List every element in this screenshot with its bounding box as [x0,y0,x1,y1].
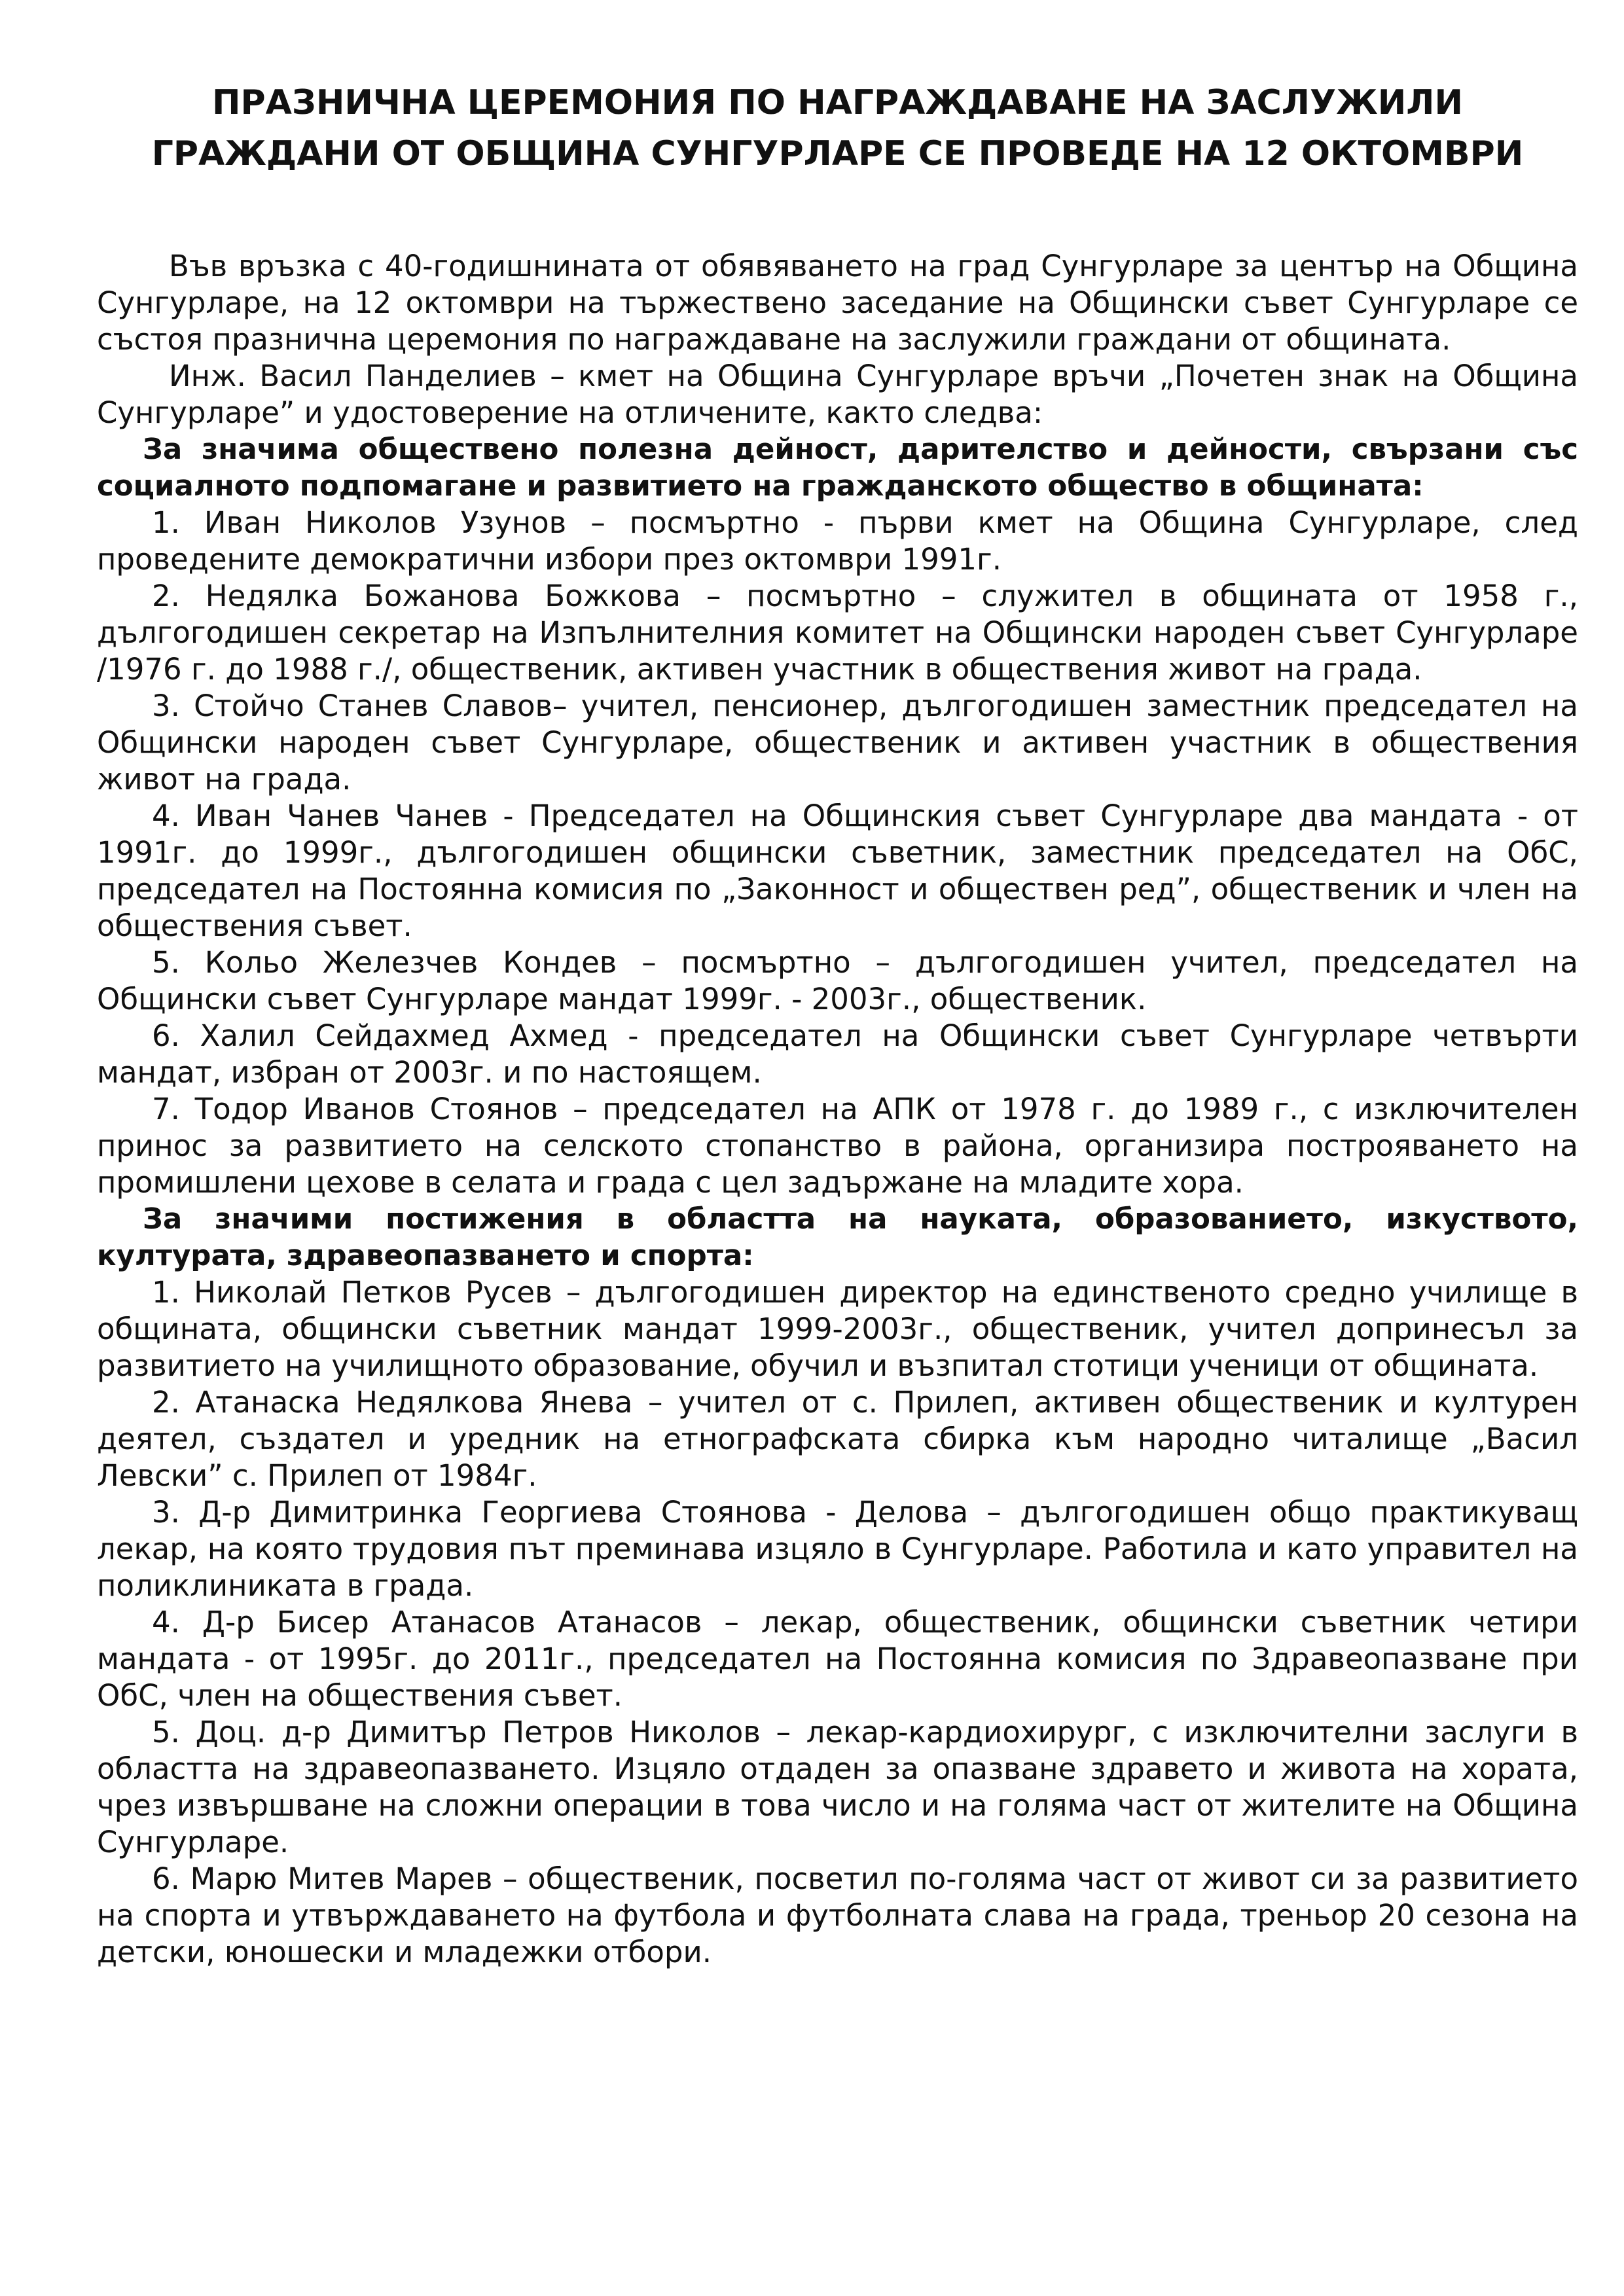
award-item: 7. Тодор Иванов Стоянов – председател на АПК от 1978 г. до 1989 г., с изключителен принос за развитието на селското стопанство в района, организира построяването на промишлени цехове в селата и града с цел задържане на младите хора. [97,1092,1578,1200]
award-item: 6. Халил Сейдахмед Ахмед - председател на Общински съвет Сунгурларе четвърти мандат, избран от 2003г. и по настоящем. [97,1018,1578,1090]
award-item: 5. Доц. д-р Димитър Петров Николов – лекар-кардиохирург, с изключителни заслуги в областта на здравеопазването. Изцяло отдаден за опазване здравето и живота на хората, чрез извършване на сложни операции в това число и на голяма част от жителите на Община Сунгурларе. [97,1715,1578,1859]
award-item: 4. Иван Чанев Чанев - Председател на Общинския съвет Сунгурларе два мандата - от 1991г. до 1999г., дългогодишен общински съветник, заместник председател на ОбС, председател на Постоянна комисия по „Законност и обществен ред”, общественик и член на обществения съвет. [97,798,1578,943]
title-line-2: ГРАЖДАНИ ОТ ОБЩИНА СУНГУРЛАРЕ СЕ ПРОВЕДЕ НА 12 ОКТОМВРИ [151,134,1524,173]
award-item: 2. Недялка Божанова Божкова – посмъртно – служител в общината от 1958 г., дългогодишен секретар на Изпълнителния комитет на Общински народен съвет Сунгурларе /1976 г. до 1988 г./, общественик, активен участник в обществения живот на града. [97,579,1578,687]
document-title [97,77,1578,179]
award-item: 1. Иван Николов Узунов – посмъртно - първи кмет на Община Сунгурларе, след проведените демократични избори през октомври 1991г. [97,505,1578,577]
award-item: 4. Д-р Бисер Атанасов Атанасов – лекар, общественик, общински съветник четири мандата - от 1995г. до 2011г., председател на Постоянна комисия по Здравеопазване при ОбС, член на обществения съвет. [97,1605,1578,1713]
award-item: 3. Д-р Димитринка Георгиева Стоянова - Делова – дългогодишен общо практикуващ лекар, на която трудовия път преминава изцяло в Сунгурларе. Работила и като управител на поликлиниката в града. [97,1495,1578,1603]
intro-paragraph: Във връзка с 40-годишнината от обявяването на град Сунгурларе за център на Община Сунгурларе, на 12 октомври на тържествено заседание на Общински съвет Сунгурларе се състоя празнична церемония по награждаване на заслужили граждани от общината. [97,249,1578,357]
section-heading: За значима обществено полезна дейност, дарителство и дейности, свързани със социалното подпомагане и развитието на гражданското общество в общината: [97,433,1578,503]
intro-paragraph: Инж. Васил Панделиев – кмет на Община Сунгурларе връчи „Почетен знак на Община Сунгурларе” и удостоверение на отличените, както следва: [97,359,1578,430]
award-item: 5. Кольо Железчев Кондев – посмъртно – дългогодишен учител, председател на Общински съвет Сунгурларе мандат 1999г. - 2003г., общественик. [97,945,1578,1016]
award-item: 1. Николай Петков Русев – дългогодишен директор на единственото средно училище в общината, общински съветник мандат 1999-2003г., общественик, учител допринесъл за развитието на училищното образование, обучил и възпитал стотици ученици от общината. [97,1275,1578,1383]
award-item: 2. Атанаска Недялкова Янева – учител от с. Прилеп, активен общественик и културен деятел, създател и уредник на етнографската сбирка към народно читалище „Васил Левски” с. Прилеп от 1984г. [97,1385,1578,1493]
title-line-1: ПРАЗНИЧНА ЦЕРЕМОНИЯ ПО НАГРАЖДАВАНЕ НА ЗАСЛУЖИЛИ [212,83,1463,122]
document-body [97,248,1578,1971]
section-heading: За значими постижения в областта на науката, образованието, изкуството, културата, здравеопазването и спорта: [97,1203,1578,1272]
award-item: 3. Стойчо Станев Славов– учител, пенсионер, дългогодишен заместник председател на Общински народен съвет Сунгурларе, общественик и активен участник в обществения живот на града. [97,689,1578,797]
award-item: 6. Марю Митев Марев – общественик, посветил по-голяма част от живот си за развитието на спорта и утвърждаването на футбола и футболната слава на града, треньор 20 сезона на детски, юношески и младежки отбори. [97,1861,1578,1969]
